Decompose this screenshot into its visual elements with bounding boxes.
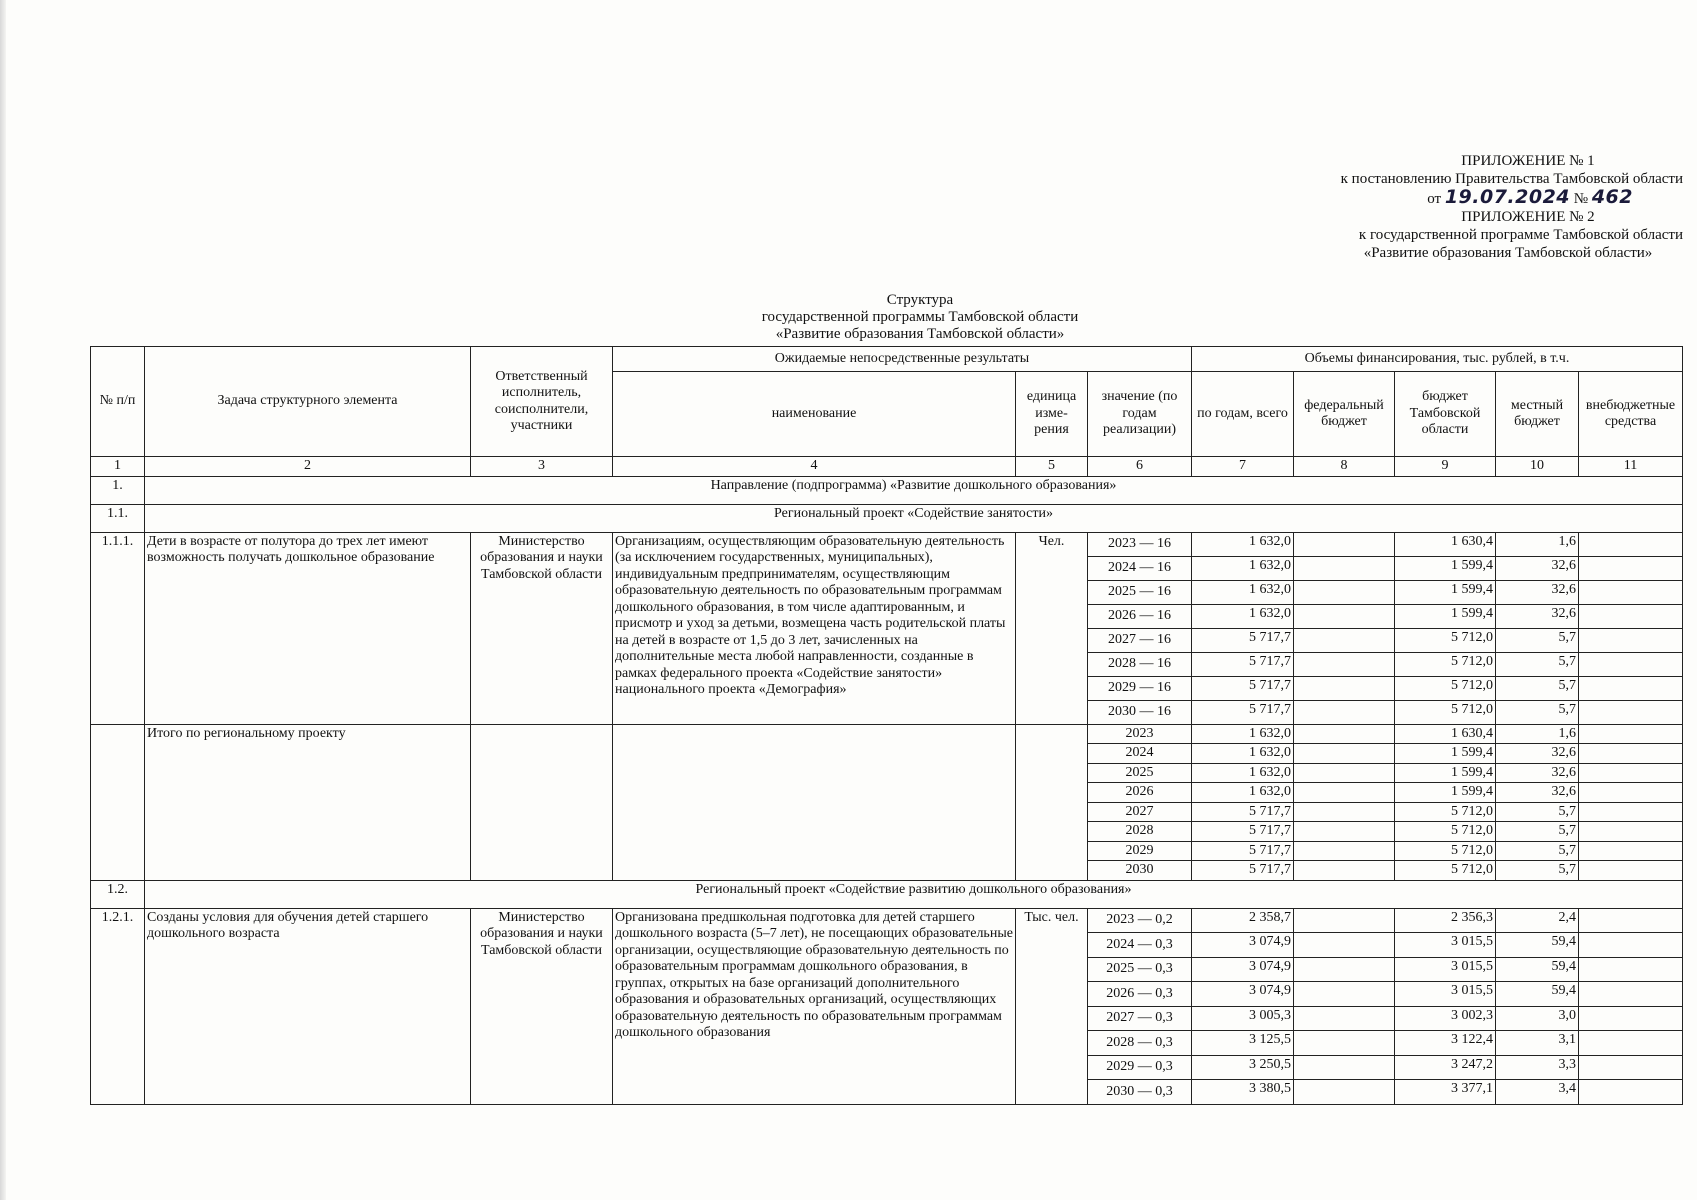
fin-total: 3 074,9 xyxy=(1192,982,1294,1007)
fin-federal xyxy=(1294,532,1395,556)
title-line-2: государственной программы Тамбовской области xyxy=(761,309,1079,325)
fin-federal xyxy=(1294,908,1395,933)
date-prefix: от xyxy=(1427,191,1442,207)
fin-local: 5,7 xyxy=(1496,861,1579,881)
fin-regional: 3 015,5 xyxy=(1395,957,1496,982)
fin-local: 59,4 xyxy=(1496,957,1579,982)
year-value: 2028 — 16 xyxy=(1088,652,1192,676)
year-value: 2029 xyxy=(1088,841,1192,861)
year-value: 2025 xyxy=(1088,763,1192,783)
col-index: 6 xyxy=(1088,457,1192,477)
fin-federal xyxy=(1294,802,1395,822)
fin-local: 32,6 xyxy=(1496,763,1579,783)
col-header-num: № п/п xyxy=(91,347,145,457)
task-text: Созданы условия для обучения детей старшего дошкольного возраста xyxy=(145,908,471,1104)
year-value: 2027 xyxy=(1088,802,1192,822)
fin-total: 2 358,7 xyxy=(1192,908,1294,933)
structure-table xyxy=(90,346,1683,1105)
fin-federal xyxy=(1294,783,1395,803)
project-total-1-1 xyxy=(91,724,1683,880)
fin-local: 32,6 xyxy=(1496,604,1579,628)
col-index: 1 xyxy=(91,457,145,477)
fin-extra xyxy=(1579,1080,1683,1105)
col-header-federal: федеральный бюджет xyxy=(1294,372,1395,457)
fin-federal xyxy=(1294,1031,1395,1056)
fin-local: 1,6 xyxy=(1496,724,1579,744)
col-header-unit: единица изме-рения xyxy=(1016,372,1088,457)
year-value: 2027 — 0,3 xyxy=(1088,1006,1192,1031)
year-value: 2028 — 0,3 xyxy=(1088,1031,1192,1056)
fin-total: 5 717,7 xyxy=(1192,628,1294,652)
decree-date-line xyxy=(1253,188,1683,208)
year-value: 2030 xyxy=(1088,861,1192,881)
item-1-1-1 xyxy=(91,532,1683,724)
result-name xyxy=(613,724,1016,880)
title-line-3: «Развитие образования Тамбовской области» xyxy=(775,326,1065,342)
col-header-financing-group: Объемы финансирования, тыс. рублей, в т.ч. xyxy=(1192,347,1683,372)
year-value: 2027 — 16 xyxy=(1088,628,1192,652)
fin-extra xyxy=(1579,841,1683,861)
fin-extra xyxy=(1579,532,1683,556)
fin-local: 3,4 xyxy=(1496,1080,1579,1105)
fin-federal xyxy=(1294,933,1395,958)
section-title: Региональный проект «Содействие развитию дошкольного образования» xyxy=(145,880,1683,908)
fin-extra xyxy=(1579,676,1683,700)
fin-federal xyxy=(1294,724,1395,744)
col-header-name: наименование xyxy=(613,372,1016,457)
fin-total: 5 717,7 xyxy=(1192,676,1294,700)
fin-local: 3,1 xyxy=(1496,1031,1579,1056)
col-index: 3 xyxy=(471,457,613,477)
fin-local: 5,7 xyxy=(1496,822,1579,842)
fin-extra xyxy=(1579,1006,1683,1031)
fin-extra xyxy=(1579,744,1683,764)
col-header-local: местный бюджет xyxy=(1496,372,1579,457)
col-index: 7 xyxy=(1192,457,1294,477)
fin-regional: 3 002,3 xyxy=(1395,1006,1496,1031)
fin-extra xyxy=(1579,580,1683,604)
fin-regional: 5 712,0 xyxy=(1395,841,1496,861)
fin-regional: 3 015,5 xyxy=(1395,982,1496,1007)
total-label: Итого по региональному проекту xyxy=(145,724,471,880)
year-row xyxy=(91,532,1683,556)
fin-local: 5,7 xyxy=(1496,700,1579,724)
fin-extra xyxy=(1579,700,1683,724)
fin-total: 5 717,7 xyxy=(1192,700,1294,724)
fin-federal xyxy=(1294,982,1395,1007)
fin-total: 3 250,5 xyxy=(1192,1055,1294,1080)
col-index: 9 xyxy=(1395,457,1496,477)
appendix-2-title: ПРИЛОЖЕНИЕ № 2 xyxy=(1461,209,1595,225)
year-value: 2028 xyxy=(1088,822,1192,842)
fin-regional: 2 356,3 xyxy=(1395,908,1496,933)
fin-total: 5 717,7 xyxy=(1192,841,1294,861)
fin-total: 1 632,0 xyxy=(1192,744,1294,764)
fin-local: 5,7 xyxy=(1496,841,1579,861)
year-value: 2026 — 16 xyxy=(1088,604,1192,628)
fin-extra xyxy=(1579,908,1683,933)
document-title xyxy=(680,292,1160,343)
year-value: 2023 — 0,2 xyxy=(1088,908,1192,933)
fin-federal xyxy=(1294,604,1395,628)
col-header-regional: бюджет Тамбовской области xyxy=(1395,372,1496,457)
fin-extra xyxy=(1579,556,1683,580)
appendix-header xyxy=(1253,152,1683,262)
section-number: 1.2. xyxy=(91,880,145,908)
fin-regional: 3 377,1 xyxy=(1395,1080,1496,1105)
year-value: 2030 — 0,3 xyxy=(1088,1080,1192,1105)
unit xyxy=(1016,724,1088,880)
year-row xyxy=(91,908,1683,933)
fin-federal xyxy=(1294,676,1395,700)
fin-regional: 1 599,4 xyxy=(1395,580,1496,604)
fin-total: 1 632,0 xyxy=(1192,783,1294,803)
fin-federal xyxy=(1294,822,1395,842)
handwritten-date: 19.07.2024 xyxy=(1444,186,1571,208)
handwritten-number: 462 xyxy=(1591,186,1633,208)
number-sign: № xyxy=(1573,191,1589,207)
fin-regional: 1 630,4 xyxy=(1395,532,1496,556)
fin-extra xyxy=(1579,604,1683,628)
fin-total: 1 632,0 xyxy=(1192,580,1294,604)
unit: Чел. xyxy=(1016,532,1088,724)
fin-federal xyxy=(1294,861,1395,881)
section-row-1-1 xyxy=(91,504,1683,532)
year-row xyxy=(91,724,1683,744)
appendix-1-ref: к постановлению Правительства Тамбовской области xyxy=(1340,171,1683,187)
year-value: 2025 — 0,3 xyxy=(1088,957,1192,982)
fin-total: 3 074,9 xyxy=(1192,933,1294,958)
result-name: Организациям, осуществляющим образовательную деятельность (за исключением государственных, муниципальных), индивидуальным предпринимателям, осуществляющим образовательную деятельность по образовательным программам дошкольного образования, в том числе адаптированным, и присмотр и уход за детьми, возмещена часть родительской платы на детей в возрасте от 1,5 до 3 лет, зачисленных на дополнительные места любой направленности, созданные в рамках федерального проекта «Содействие занятости» национального проекта «Демография» xyxy=(613,532,1016,724)
fin-regional: 5 712,0 xyxy=(1395,676,1496,700)
responsible: Министерство образования и науки Тамбовской области xyxy=(471,532,613,724)
year-value: 2023 xyxy=(1088,724,1192,744)
title-line-1: Структура xyxy=(886,292,954,308)
fin-extra xyxy=(1579,861,1683,881)
fin-total: 1 632,0 xyxy=(1192,556,1294,580)
col-index: 8 xyxy=(1294,457,1395,477)
col-index: 2 xyxy=(145,457,471,477)
section-number: 1. xyxy=(91,476,145,504)
fin-federal xyxy=(1294,957,1395,982)
item-number: 1.1.1. xyxy=(91,532,145,724)
fin-federal xyxy=(1294,744,1395,764)
fin-total: 3 125,5 xyxy=(1192,1031,1294,1056)
year-value: 2025 — 16 xyxy=(1088,580,1192,604)
col-index: 4 xyxy=(613,457,1016,477)
responsible xyxy=(471,724,613,880)
col-index: 11 xyxy=(1579,457,1683,477)
year-value: 2030 — 16 xyxy=(1088,700,1192,724)
fin-regional: 3 015,5 xyxy=(1395,933,1496,958)
task-text: Дети в возрасте от полутора до трех лет имеют возможность получать дошкольное образование xyxy=(145,532,471,724)
fin-extra xyxy=(1579,1031,1683,1056)
col-header-value: значение (по годам реализации) xyxy=(1088,372,1192,457)
col-header-results-group: Ожидаемые непосредственные результаты xyxy=(613,347,1192,372)
fin-total: 5 717,7 xyxy=(1192,861,1294,881)
col-index: 5 xyxy=(1016,457,1088,477)
fin-local: 5,7 xyxy=(1496,802,1579,822)
fin-regional: 3 122,4 xyxy=(1395,1031,1496,1056)
year-value: 2026 — 0,3 xyxy=(1088,982,1192,1007)
fin-extra xyxy=(1579,957,1683,982)
fin-local: 32,6 xyxy=(1496,783,1579,803)
fin-total: 1 632,0 xyxy=(1192,532,1294,556)
fin-total: 3 380,5 xyxy=(1192,1080,1294,1105)
fin-regional: 1 599,4 xyxy=(1395,744,1496,764)
section-title: Региональный проект «Содействие занятости» xyxy=(145,504,1683,532)
fin-regional: 1 599,4 xyxy=(1395,604,1496,628)
fin-local: 5,7 xyxy=(1496,676,1579,700)
fin-regional: 5 712,0 xyxy=(1395,861,1496,881)
fin-extra xyxy=(1579,724,1683,744)
fin-local: 5,7 xyxy=(1496,652,1579,676)
fin-regional: 1 599,4 xyxy=(1395,783,1496,803)
col-index: 10 xyxy=(1496,457,1579,477)
fin-total: 1 632,0 xyxy=(1192,604,1294,628)
item-number: 1.2.1. xyxy=(91,908,145,1104)
fin-extra xyxy=(1579,982,1683,1007)
fin-local: 2,4 xyxy=(1496,908,1579,933)
year-value: 2029 — 0,3 xyxy=(1088,1055,1192,1080)
fin-regional: 5 712,0 xyxy=(1395,652,1496,676)
year-value: 2024 xyxy=(1088,744,1192,764)
fin-federal xyxy=(1294,1006,1395,1031)
fin-regional: 5 712,0 xyxy=(1395,822,1496,842)
item-1-2-1 xyxy=(91,908,1683,1104)
fin-total: 3 074,9 xyxy=(1192,957,1294,982)
fin-federal xyxy=(1294,556,1395,580)
fin-federal xyxy=(1294,628,1395,652)
column-index-row xyxy=(91,457,1683,477)
fin-federal xyxy=(1294,1055,1395,1080)
fin-local: 32,6 xyxy=(1496,556,1579,580)
fin-local: 32,6 xyxy=(1496,580,1579,604)
col-header-extra: внебюджетные средства xyxy=(1579,372,1683,457)
fin-federal xyxy=(1294,1080,1395,1105)
fin-total: 1 632,0 xyxy=(1192,763,1294,783)
fin-extra xyxy=(1579,822,1683,842)
result-name: Организована предшкольная подготовка для детей старшего дошкольного возраста (5–7 лет), не посещающих образовательные организации, осуществляющие образовательную деятельность по образовательным программам дошкольного образования, в группах, открытых на базе организаций дополнительного образования и образовательных организаций, осуществляющих образовательную деятельность по образовательным программам дошкольного образования xyxy=(613,908,1016,1104)
fin-extra xyxy=(1579,802,1683,822)
fin-local: 3,3 xyxy=(1496,1055,1579,1080)
fin-extra xyxy=(1579,1055,1683,1080)
year-value: 2023 — 16 xyxy=(1088,532,1192,556)
scan-edge xyxy=(0,0,6,1200)
responsible: Министерство образования и науки Тамбовской области xyxy=(471,908,613,1104)
appendix-2-ref: к государственной программе Тамбовской области xyxy=(1358,227,1683,243)
year-value: 2029 — 16 xyxy=(1088,676,1192,700)
fin-federal xyxy=(1294,580,1395,604)
fin-federal xyxy=(1294,841,1395,861)
fin-local: 59,4 xyxy=(1496,982,1579,1007)
col-header-total: по годам, всего xyxy=(1192,372,1294,457)
year-value: 2026 xyxy=(1088,783,1192,803)
fin-regional: 1 599,4 xyxy=(1395,556,1496,580)
program-name: «Развитие образования Тамбовской области» xyxy=(1363,245,1653,261)
fin-regional: 3 247,2 xyxy=(1395,1055,1496,1080)
fin-total: 1 632,0 xyxy=(1192,724,1294,744)
year-value: 2024 — 0,3 xyxy=(1088,933,1192,958)
fin-local: 1,6 xyxy=(1496,532,1579,556)
fin-local: 32,6 xyxy=(1496,744,1579,764)
year-value: 2024 — 16 xyxy=(1088,556,1192,580)
unit: Тыс. чел. xyxy=(1016,908,1088,1104)
fin-federal xyxy=(1294,763,1395,783)
fin-regional: 1 599,4 xyxy=(1395,763,1496,783)
fin-federal xyxy=(1294,700,1395,724)
fin-regional: 1 630,4 xyxy=(1395,724,1496,744)
section-number: 1.1. xyxy=(91,504,145,532)
fin-extra xyxy=(1579,763,1683,783)
fin-regional: 5 712,0 xyxy=(1395,700,1496,724)
section-row-1-2 xyxy=(91,880,1683,908)
col-header-responsible: Ответственный исполнитель, соисполнители, участники xyxy=(471,347,613,457)
fin-local: 3,0 xyxy=(1496,1006,1579,1031)
section-title: Направление (подпрограмма) «Развитие дошкольного образования» xyxy=(145,476,1683,504)
fin-total: 5 717,7 xyxy=(1192,802,1294,822)
fin-regional: 5 712,0 xyxy=(1395,628,1496,652)
fin-local: 59,4 xyxy=(1496,933,1579,958)
fin-extra xyxy=(1579,783,1683,803)
fin-total: 3 005,3 xyxy=(1192,1006,1294,1031)
fin-extra xyxy=(1579,628,1683,652)
fin-extra xyxy=(1579,933,1683,958)
col-header-task: Задача структурного элемента xyxy=(145,347,471,457)
fin-local: 5,7 xyxy=(1496,628,1579,652)
fin-total: 5 717,7 xyxy=(1192,822,1294,842)
appendix-1-title: ПРИЛОЖЕНИЕ № 1 xyxy=(1461,153,1595,169)
section-row-1 xyxy=(91,476,1683,504)
item-number xyxy=(91,724,145,880)
fin-extra xyxy=(1579,652,1683,676)
fin-federal xyxy=(1294,652,1395,676)
fin-total: 5 717,7 xyxy=(1192,652,1294,676)
fin-regional: 5 712,0 xyxy=(1395,802,1496,822)
